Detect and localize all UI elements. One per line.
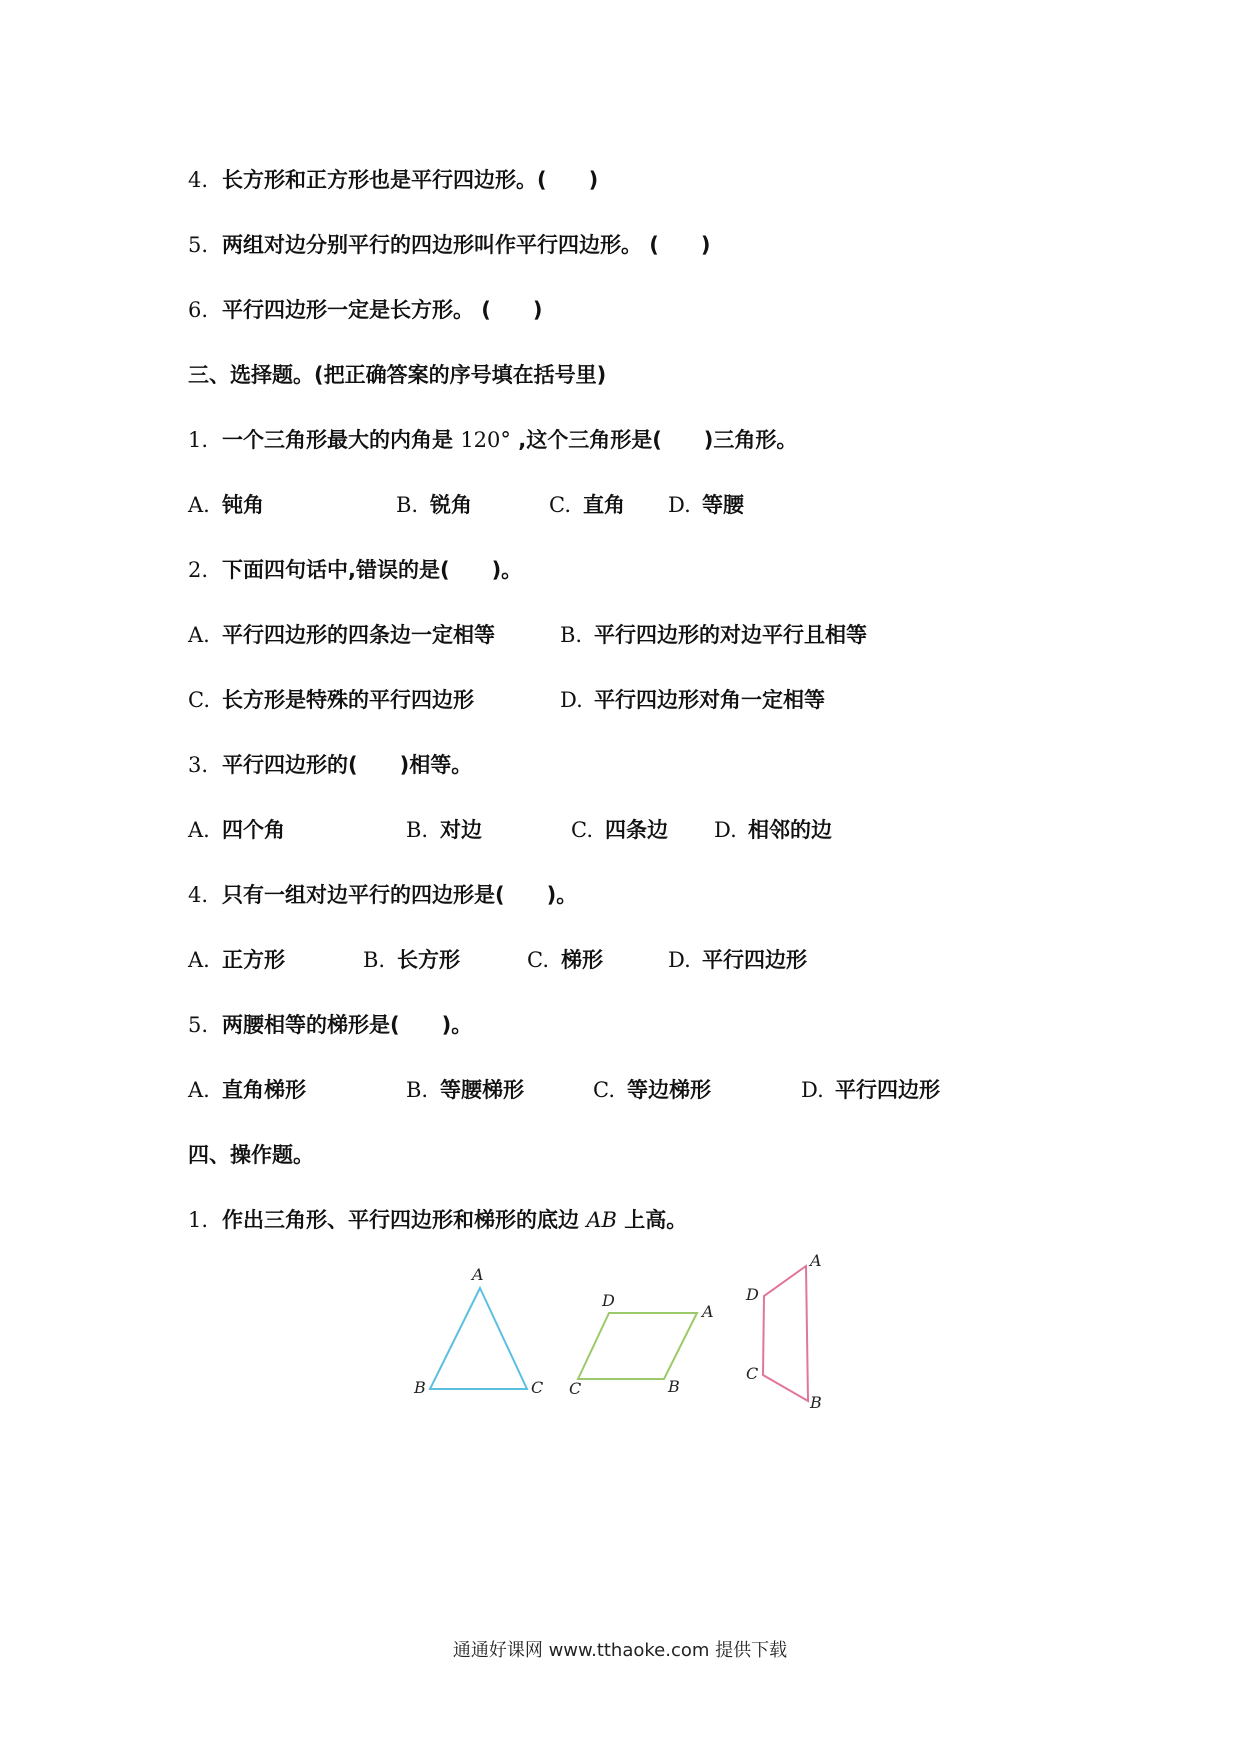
triangle-shape [430, 1288, 527, 1389]
vertex-label-c: C [531, 1378, 544, 1397]
question-text: 两腰相等的梯形是( )。 [222, 1013, 473, 1037]
vertex-label-c: C [746, 1364, 759, 1383]
option-key: B. [406, 818, 429, 842]
option-key: D. [714, 818, 737, 842]
option-key: B. [406, 1078, 429, 1102]
option-text: 平行四边形的对边平行且相等 [594, 623, 867, 647]
option-key: A. [188, 818, 210, 842]
vertex-label-b: B [414, 1378, 426, 1397]
vertex-label-a: A [702, 1302, 714, 1321]
option-text: 等边梯形 [627, 1078, 711, 1102]
option-key: C. [593, 1078, 615, 1102]
parallelogram-figure [569, 1291, 714, 1398]
option-text: 直角 [583, 493, 625, 517]
option-key: C. [527, 948, 549, 972]
parallelogram-shape [578, 1313, 697, 1379]
option-key: D. [801, 1078, 824, 1102]
option-text: 锐角 [430, 493, 472, 517]
item-text: 两组对边分别平行的四边形叫作平行四边形。 ( ) [222, 233, 711, 257]
option-text: 直角梯形 [222, 1078, 306, 1102]
section-4-heading: 四、操作题。 [188, 1143, 314, 1167]
option-text: 钝角 [222, 493, 264, 517]
option-text: 平行四边形对角一定相等 [594, 688, 825, 712]
item-text: 平行四边形一定是长方形。 ( ) [222, 298, 543, 322]
section-3-heading: 三、选择题。(把正确答案的序号填在括号里) [188, 363, 607, 387]
option-key: C. [571, 818, 593, 842]
item-number: 6. [188, 298, 209, 322]
option-key: A. [188, 623, 210, 647]
option-text: 长方形是特殊的平行四边形 [222, 688, 474, 712]
trapezoid-shape [763, 1266, 808, 1401]
operation-text-pre: 作出三角形、平行四边形和梯形的底边 [222, 1208, 587, 1232]
page-footer: 通通好课网 www.tthaoke.com 提供下载 [452, 1640, 788, 1661]
option-key: A. [188, 948, 210, 972]
question-text: 下面四句话中,错误的是( )。 [222, 558, 523, 582]
vertex-label-b: B [668, 1377, 680, 1396]
item-number: 1. [188, 1208, 209, 1232]
segment-ab: AB [586, 1208, 617, 1232]
item-number: 3. [188, 753, 209, 777]
option-key: A. [188, 493, 210, 517]
item-number: 5. [188, 233, 209, 257]
option-text: 等腰 [702, 493, 744, 517]
option-text: 等腰梯形 [440, 1078, 524, 1102]
option-key: D. [560, 688, 583, 712]
angle-value: 120° [460, 428, 511, 452]
triangle-figure [413, 1265, 543, 1397]
option-text: 正方形 [222, 948, 285, 972]
option-text: 相邻的边 [748, 818, 832, 842]
option-key: B. [560, 623, 583, 647]
item-number: 5. [188, 1013, 209, 1037]
option-text: 梯形 [561, 948, 603, 972]
question-text-pre: 一个三角形最大的内角是 [222, 428, 461, 452]
option-text: 四个角 [222, 818, 285, 842]
question-text-post: ,这个三角形是( )三角形。 [510, 428, 798, 452]
option-key: D. [668, 493, 691, 517]
question-text: 平行四边形的( )相等。 [222, 753, 473, 777]
option-key: A. [188, 1078, 210, 1102]
item-number: 4. [188, 883, 209, 907]
item-number: 4. [188, 168, 209, 192]
option-key: C. [549, 493, 571, 517]
option-key: C. [188, 688, 210, 712]
item-number: 1. [188, 428, 209, 452]
question-text: 只有一组对边平行的四边形是( )。 [222, 883, 578, 907]
vertex-label-a: A [472, 1265, 484, 1284]
item-text: 长方形和正方形也是平行四边形。( ) [222, 168, 599, 192]
vertex-label-a: A [810, 1251, 822, 1270]
trapezoid-figure [745, 1251, 822, 1412]
option-text: 平行四边形 [835, 1078, 940, 1102]
vertex-label-c: C [569, 1379, 582, 1398]
option-text: 长方形 [397, 948, 460, 972]
vertex-label-d: D [746, 1285, 759, 1304]
operation-text-post: 上高。 [616, 1208, 688, 1232]
option-key: D. [668, 948, 691, 972]
vertex-label-b: B [810, 1393, 822, 1412]
option-key: B. [396, 493, 419, 517]
vertex-label-d: D [602, 1291, 615, 1310]
option-text: 平行四边形 [702, 948, 807, 972]
option-text: 对边 [440, 818, 482, 842]
option-text: 四条边 [605, 818, 668, 842]
option-text: 平行四边形的四条边一定相等 [222, 623, 495, 647]
option-key: B. [363, 948, 386, 972]
item-number: 2. [188, 558, 209, 582]
